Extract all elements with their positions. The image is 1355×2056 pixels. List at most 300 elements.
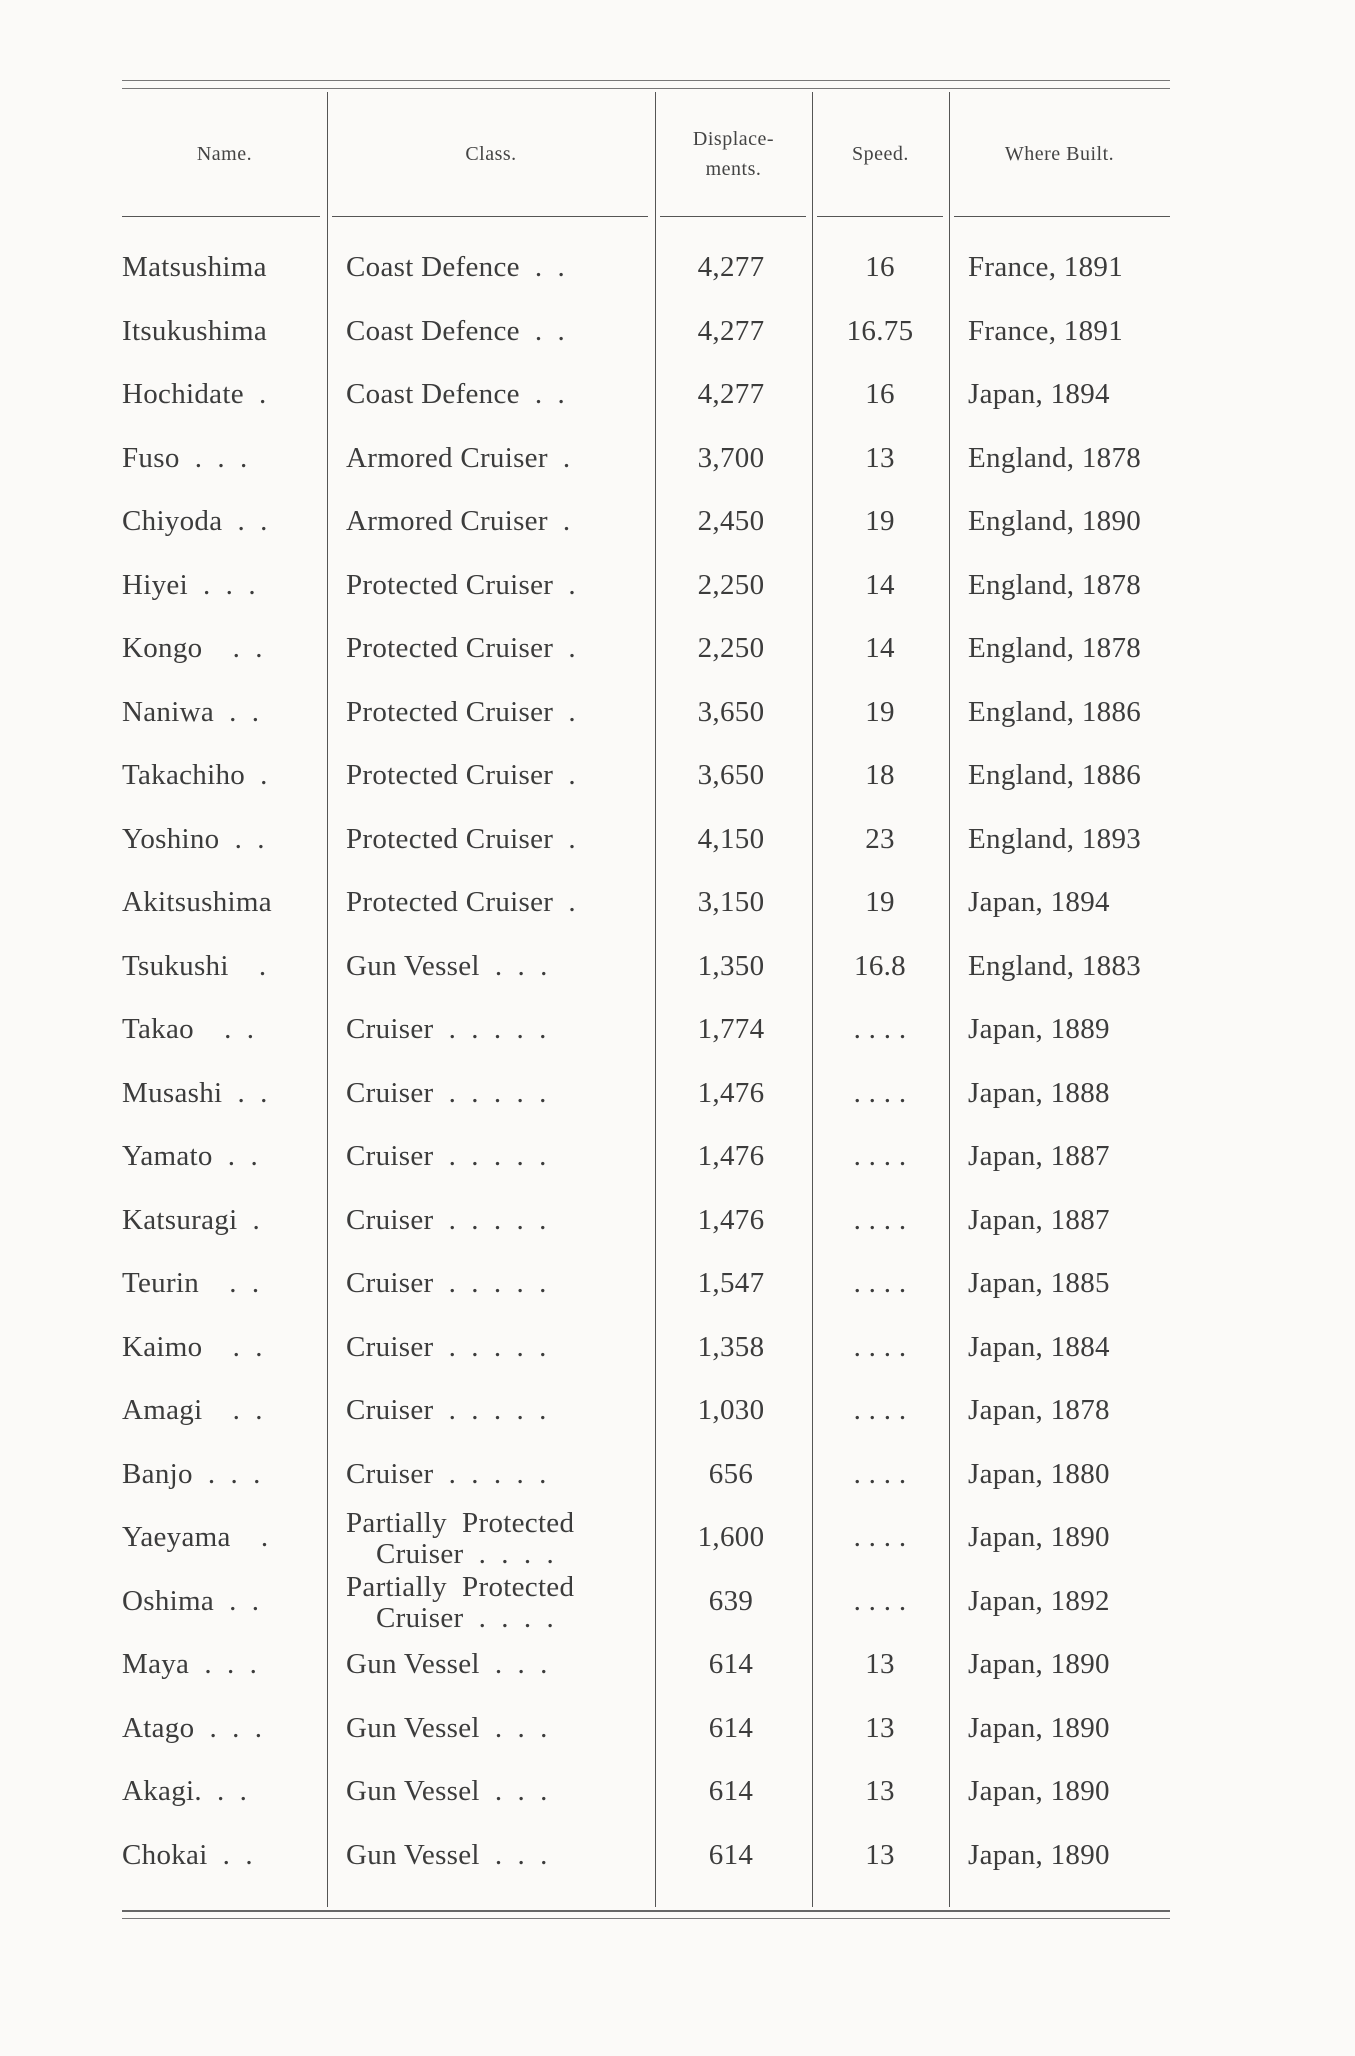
- ship-class: [346, 1252, 636, 1315]
- ship-speed-text: . . . .: [853, 1394, 907, 1426]
- ship-class-text: Gun Vessel . . .: [346, 949, 548, 982]
- ship-where-built: [968, 808, 1208, 871]
- ship-name-text: Kaimo . .: [122, 1330, 263, 1363]
- table-row: [0, 1443, 1355, 1506]
- table-row: [0, 1062, 1355, 1125]
- ship-class-text: Coast Defence . .: [346, 314, 566, 347]
- ship-speed-text: 14: [865, 568, 895, 601]
- ship-speed: [812, 363, 948, 426]
- ship-displacement-text: 3,150: [697, 886, 765, 918]
- ship-where-built: [968, 1824, 1208, 1887]
- ship-displacement: [656, 744, 806, 807]
- ship-speed: [812, 300, 948, 363]
- ship-displacement: [656, 871, 806, 934]
- ship-displacement: [656, 935, 806, 998]
- ship-name-text: Yoshino . .: [122, 822, 265, 855]
- ship-name-text: Musashi . .: [122, 1076, 268, 1109]
- ship-displacement: [656, 1760, 806, 1823]
- ship-class: [346, 1379, 636, 1442]
- ship-where-built-text: Japan, 1894: [968, 378, 1110, 410]
- ship-speed-text: 19: [865, 886, 895, 918]
- ship-class-text: Cruiser . . . . .: [346, 1203, 547, 1236]
- ship-speed: [812, 681, 948, 744]
- ship-name-text: Hiyei . . .: [122, 568, 256, 601]
- ship-where-built: [968, 1316, 1208, 1379]
- ship-displacement-text: 1,476: [697, 1140, 765, 1172]
- ship-speed-text: 14: [865, 632, 895, 664]
- ship-name: [122, 363, 322, 426]
- ship-class-text: Protected Cruiser .: [346, 822, 576, 855]
- ship-where-built-text: Japan, 1890: [968, 1711, 1110, 1744]
- ship-where-built-text: Japan, 1890: [968, 1648, 1110, 1680]
- ship-displacement-text: 1,030: [697, 1394, 765, 1426]
- header-class: [327, 92, 655, 216]
- ship-speed: [812, 998, 948, 1061]
- table-row: [0, 681, 1355, 744]
- ship-speed-text: . . . .: [853, 1457, 907, 1490]
- ship-class-line-1: Partially Protected: [346, 1570, 575, 1603]
- header-displacement-label-2: ments.: [705, 158, 762, 180]
- ship-displacement-text: 3,700: [697, 441, 765, 474]
- ship-where-built: [968, 490, 1208, 553]
- ship-speed-text: . . . .: [853, 1330, 907, 1363]
- ship-where-built: [968, 935, 1208, 998]
- ship-where-built-text: England, 1878: [968, 632, 1142, 664]
- ship-class: [346, 1316, 636, 1379]
- ship-displacement: [656, 998, 806, 1061]
- ship-name: [122, 554, 322, 617]
- ship-displacement: [656, 1379, 806, 1442]
- ship-class: [346, 935, 636, 998]
- ship-class-text: Gun Vessel . . .: [346, 1711, 548, 1744]
- table-row: [0, 1760, 1355, 1823]
- table-row: [0, 935, 1355, 998]
- ship-name-text: Teurin . .: [122, 1267, 260, 1299]
- ship-speed-text: . . . .: [853, 1521, 907, 1553]
- ship-speed-text: 13: [865, 441, 895, 474]
- ship-speed-text: . . . .: [853, 1076, 907, 1109]
- header-underline: [817, 216, 943, 217]
- ship-class: [346, 617, 636, 680]
- table-row: [0, 1697, 1355, 1760]
- ship-name-text: Yamato . .: [122, 1140, 258, 1172]
- ship-class: [346, 808, 636, 871]
- ship-displacement-text: 2,250: [697, 632, 765, 664]
- ship-name-text: Maya . . .: [122, 1648, 258, 1680]
- ship-displacement-text: 1,476: [697, 1203, 765, 1236]
- ship-name: [122, 300, 322, 363]
- ship-where-built: [968, 554, 1208, 617]
- ship-name-text: Takachiho .: [122, 759, 268, 791]
- ship-where-built: [968, 744, 1208, 807]
- ship-where-built-text: England, 1893: [968, 822, 1142, 855]
- ship-speed-text: 13: [865, 1775, 895, 1807]
- ship-where-built-text: Japan, 1888: [968, 1076, 1110, 1109]
- ship-where-built-text: Japan, 1878: [968, 1394, 1110, 1426]
- header-displacement-label-1: Displace-: [692, 128, 775, 150]
- ship-speed-text: 13: [865, 1711, 895, 1744]
- ship-class-text: Coast Defence . .: [346, 251, 566, 283]
- ship-speed: [812, 1189, 948, 1252]
- table-row: [0, 300, 1355, 363]
- ship-displacement-text: 1,774: [697, 1013, 765, 1045]
- ship-speed-text: . . . .: [853, 1203, 907, 1236]
- ship-where-built: [968, 427, 1208, 490]
- ship-class: [346, 1189, 636, 1252]
- ship-class-text: Gun Vessel . . .: [346, 1838, 548, 1871]
- ship-class: [346, 554, 636, 617]
- table-row: [0, 490, 1355, 553]
- ship-speed: [812, 1570, 948, 1633]
- ship-where-built: [968, 871, 1208, 934]
- ship-class: [346, 744, 636, 807]
- ship-name-text: Itsukushima: [122, 314, 268, 347]
- ship-speed-text: . . . .: [853, 1267, 907, 1299]
- ship-speed-text: 16: [865, 251, 895, 283]
- table-row: [0, 236, 1355, 299]
- ship-displacement-text: 1,476: [697, 1076, 765, 1109]
- ship-class: [346, 363, 636, 426]
- ship-speed: [812, 1379, 948, 1442]
- ship-name-text: Katsuragi .: [122, 1203, 261, 1236]
- ship-displacement-text: 614: [708, 1838, 754, 1871]
- ship-displacement-text: 614: [708, 1775, 754, 1807]
- ship-where-built: [968, 1062, 1208, 1125]
- ship-displacement-text: 2,250: [697, 568, 765, 601]
- ship-name: [122, 427, 322, 490]
- ship-speed: [812, 427, 948, 490]
- table-row: [0, 1316, 1355, 1379]
- ship-where-built-text: Japan, 1892: [968, 1584, 1110, 1617]
- table-row: [0, 1824, 1355, 1887]
- ship-class-text: Cruiser . . . . .: [346, 1140, 547, 1172]
- ship-speed-text: 18: [865, 759, 895, 791]
- table-row: [0, 554, 1355, 617]
- ship-displacement: [656, 236, 806, 299]
- table-row: [0, 998, 1355, 1061]
- ship-name: [122, 744, 322, 807]
- ship-displacement: [656, 1062, 806, 1125]
- ship-name: [122, 1379, 322, 1442]
- ship-where-built: [968, 1125, 1208, 1188]
- ship-displacement: [656, 1633, 806, 1696]
- ship-speed-text: 13: [865, 1838, 895, 1871]
- table-row: [0, 1125, 1355, 1188]
- ship-name: [122, 236, 322, 299]
- ship-speed: [812, 744, 948, 807]
- ship-where-built-text: Japan, 1890: [968, 1521, 1110, 1553]
- ship-speed: [812, 1125, 948, 1188]
- ship-class-text: Cruiser . . . . .: [346, 1394, 547, 1426]
- header-displacement: [655, 92, 812, 216]
- ship-speed: [812, 808, 948, 871]
- ship-name-text: Yaeyama .: [122, 1521, 269, 1553]
- ship-displacement: [656, 1443, 806, 1506]
- ship-name-text: Akagi. . .: [122, 1775, 248, 1807]
- ship-displacement: [656, 363, 806, 426]
- ship-where-built-text: France, 1891: [968, 251, 1124, 283]
- ship-displacement: [656, 617, 806, 680]
- top-rule: [122, 80, 1170, 81]
- ship-name: [122, 681, 322, 744]
- ship-where-built-text: England, 1886: [968, 759, 1142, 791]
- ship-class-text: Cruiser . . . . .: [346, 1457, 547, 1490]
- ship-where-built: [968, 681, 1208, 744]
- ship-speed-text: . . . .: [853, 1140, 907, 1172]
- ship-speed: [812, 871, 948, 934]
- ship-where-built: [968, 1633, 1208, 1696]
- ship-where-built-text: England, 1878: [968, 441, 1142, 474]
- ship-where-built-text: Japan, 1894: [968, 886, 1110, 918]
- ship-where-built: [968, 1506, 1208, 1569]
- ship-where-built-text: Japan, 1887: [968, 1203, 1110, 1236]
- ship-name-text: Oshima . .: [122, 1584, 260, 1617]
- ship-displacement: [656, 554, 806, 617]
- ship-speed: [812, 490, 948, 553]
- table-row: [0, 427, 1355, 490]
- ship-class: [346, 1125, 636, 1188]
- ship-name: [122, 490, 322, 553]
- ship-class-text: Protected Cruiser .: [346, 568, 576, 601]
- ship-name-text: Kongo . .: [122, 632, 263, 664]
- ship-where-built-text: Japan, 1889: [968, 1013, 1110, 1045]
- ship-name-text: Matsushima: [122, 251, 267, 283]
- ship-speed-text: 16.8: [854, 949, 906, 982]
- ship-class: [346, 1062, 636, 1125]
- ship-where-built: [968, 1189, 1208, 1252]
- ship-class: [346, 236, 636, 299]
- ship-class: [346, 1697, 636, 1760]
- ship-name: [122, 808, 322, 871]
- ship-displacement-text: 656: [708, 1457, 754, 1490]
- ship-class-text: Cruiser . . . . .: [346, 1013, 547, 1045]
- header-speed: [812, 92, 949, 216]
- ship-where-built-text: France, 1891: [968, 314, 1124, 347]
- ship-class-text: Armored Cruiser .: [346, 505, 571, 537]
- ship-displacement-text: 1,600: [697, 1521, 765, 1553]
- ship-speed-text: . . . .: [853, 1013, 907, 1045]
- ship-speed: [812, 1443, 948, 1506]
- bottom-rule: [122, 1910, 1170, 1912]
- ship-speed: [812, 554, 948, 617]
- table-row: [0, 617, 1355, 680]
- ship-speed-text: 16.75: [846, 314, 914, 347]
- ship-where-built-text: Japan, 1890: [968, 1838, 1110, 1871]
- ship-class: [346, 1570, 636, 1635]
- header-underline: [954, 216, 1170, 217]
- header-speed-label: Speed.: [852, 143, 909, 165]
- table-row: [0, 1189, 1355, 1252]
- table-row: [0, 1252, 1355, 1315]
- ship-displacement-text: 614: [708, 1711, 754, 1744]
- ship-class-text: Gun Vessel . . .: [346, 1648, 548, 1680]
- ship-name: [122, 998, 322, 1061]
- ship-displacement-text: 4,277: [697, 251, 765, 283]
- ship-name-text: Banjo . . .: [122, 1457, 261, 1490]
- ship-where-built-text: England, 1878: [968, 568, 1142, 601]
- ship-class: [346, 1760, 636, 1823]
- ship-displacement: [656, 1316, 806, 1379]
- ship-displacement-text: 614: [708, 1648, 754, 1680]
- ship-class: [346, 427, 636, 490]
- ship-displacement-text: 4,150: [697, 822, 765, 855]
- ship-name: [122, 1824, 322, 1887]
- table-row: [0, 744, 1355, 807]
- ship-name: [122, 1062, 322, 1125]
- ship-name: [122, 1316, 322, 1379]
- ship-displacement: [656, 681, 806, 744]
- ship-speed: [812, 1760, 948, 1823]
- header-where-built-label: Where Built.: [1004, 143, 1115, 165]
- ship-where-built-text: England, 1890: [968, 505, 1142, 537]
- ship-speed-text: 16: [865, 378, 895, 410]
- ship-class: [346, 1506, 636, 1571]
- ship-where-built: [968, 1697, 1208, 1760]
- ship-name-text: Fuso . . .: [122, 441, 248, 474]
- ship-speed: [812, 1316, 948, 1379]
- ship-name-text: Hochidate .: [122, 378, 267, 410]
- ship-speed: [812, 1697, 948, 1760]
- table-row: [0, 1570, 1355, 1633]
- ship-displacement-text: 1,547: [697, 1267, 765, 1299]
- ship-class-line-1: Partially Protected: [346, 1507, 575, 1539]
- table-row: [0, 1633, 1355, 1696]
- ship-name: [122, 1760, 322, 1823]
- ship-speed: [812, 236, 948, 299]
- ship-name-text: Atago . . .: [122, 1711, 263, 1744]
- ship-name: [122, 1252, 322, 1315]
- ship-displacement: [656, 300, 806, 363]
- ship-where-built: [968, 1443, 1208, 1506]
- ship-where-built: [968, 1379, 1208, 1442]
- ship-class: [346, 1824, 636, 1887]
- ship-class-text: Protected Cruiser .: [346, 695, 576, 728]
- ship-displacement: [656, 427, 806, 490]
- ship-class-text: Protected Cruiser .: [346, 632, 576, 664]
- header-name-label: Name.: [196, 143, 253, 165]
- ship-class: [346, 300, 636, 363]
- table-row: [0, 363, 1355, 426]
- ship-class-text: Protected Cruiser .: [346, 886, 576, 918]
- ship-where-built-text: Japan, 1885: [968, 1267, 1110, 1299]
- ship-speed: [812, 617, 948, 680]
- ship-speed: [812, 1506, 948, 1569]
- ship-displacement-text: 4,277: [697, 378, 765, 410]
- ship-class-text: Armored Cruiser .: [346, 441, 571, 474]
- ship-name-text: Takao . .: [122, 1013, 255, 1045]
- ship-speed-text: 13: [865, 1648, 895, 1680]
- ship-name-text: Naniwa . .: [122, 695, 260, 728]
- ship-displacement-text: 639: [708, 1584, 754, 1617]
- ship-speed-text: 19: [865, 695, 895, 728]
- ship-name: [122, 1506, 322, 1569]
- ship-where-built-text: England, 1886: [968, 695, 1142, 728]
- ship-name: [122, 935, 322, 998]
- header-name: [122, 92, 327, 216]
- ship-class: [346, 1443, 636, 1506]
- ship-where-built: [968, 1760, 1208, 1823]
- header-where-built: [949, 92, 1170, 216]
- ship-displacement-text: 1,350: [697, 949, 765, 982]
- ship-class: [346, 998, 636, 1061]
- ship-where-built: [968, 1570, 1208, 1633]
- ship-where-built: [968, 998, 1208, 1061]
- ship-name-text: Chiyoda . .: [122, 505, 268, 537]
- header-underline: [122, 216, 320, 217]
- header-underline: [660, 216, 806, 217]
- ship-where-built: [968, 617, 1208, 680]
- ship-class: [346, 681, 636, 744]
- ship-speed: [812, 1252, 948, 1315]
- ship-name: [122, 1189, 322, 1252]
- ship-where-built: [968, 236, 1208, 299]
- ship-displacement: [656, 808, 806, 871]
- ship-name: [122, 1125, 322, 1188]
- ship-where-built: [968, 1252, 1208, 1315]
- ship-speed: [812, 1062, 948, 1125]
- top-rule-inner: [122, 88, 1170, 89]
- ship-displacement-text: 4,277: [697, 314, 765, 347]
- ship-displacement-text: 1,358: [697, 1330, 765, 1363]
- ship-class-text: Coast Defence . .: [346, 378, 566, 410]
- header-underline: [332, 216, 648, 217]
- ship-displacement: [656, 1189, 806, 1252]
- table-row: [0, 808, 1355, 871]
- ship-class: [346, 1633, 636, 1696]
- ship-name-text: Akitsushima: [122, 886, 272, 918]
- ship-speed-text: 19: [865, 505, 895, 537]
- ship-displacement-text: 3,650: [697, 759, 765, 791]
- ship-name: [122, 1697, 322, 1760]
- ship-where-built-text: Japan, 1887: [968, 1140, 1110, 1172]
- table-row: [0, 1379, 1355, 1442]
- ship-name-text: Amagi . .: [122, 1394, 263, 1426]
- ship-displacement: [656, 1125, 806, 1188]
- ship-speed: [812, 935, 948, 998]
- ship-where-built: [968, 300, 1208, 363]
- ship-class: [346, 871, 636, 934]
- header-class-label: Class.: [465, 143, 517, 165]
- table-row: [0, 1506, 1355, 1569]
- ship-class-text: Cruiser . . . . .: [346, 1076, 547, 1109]
- ship-displacement-text: 3,650: [697, 695, 765, 728]
- ship-displacement-text: 2,450: [697, 505, 765, 537]
- ship-class-text: Gun Vessel . . .: [346, 1775, 548, 1807]
- ship-name: [122, 871, 322, 934]
- ship-class-line-2: Cruiser . . . .: [376, 1601, 555, 1634]
- ship-displacement: [656, 490, 806, 553]
- ship-where-built-text: Japan, 1890: [968, 1775, 1110, 1807]
- ship-where-built-text: Japan, 1884: [968, 1330, 1110, 1363]
- ship-class-text: Cruiser . . . . .: [346, 1330, 547, 1363]
- ship-displacement: [656, 1697, 806, 1760]
- ship-where-built: [968, 363, 1208, 426]
- ship-speed: [812, 1824, 948, 1887]
- ship-class: [346, 490, 636, 553]
- ship-name-text: Tsukushi .: [122, 949, 267, 982]
- table-row: [0, 871, 1355, 934]
- ship-speed-text: 23: [865, 822, 895, 855]
- ship-name: [122, 617, 322, 680]
- ship-displacement: [656, 1506, 806, 1569]
- ship-class-text: Protected Cruiser .: [346, 759, 576, 791]
- ship-displacement: [656, 1252, 806, 1315]
- bottom-rule-inner: [122, 1918, 1170, 1919]
- ship-speed: [812, 1633, 948, 1696]
- ship-displacement: [656, 1824, 806, 1887]
- ship-name: [122, 1633, 322, 1696]
- ship-speed-text: . . . .: [853, 1584, 907, 1617]
